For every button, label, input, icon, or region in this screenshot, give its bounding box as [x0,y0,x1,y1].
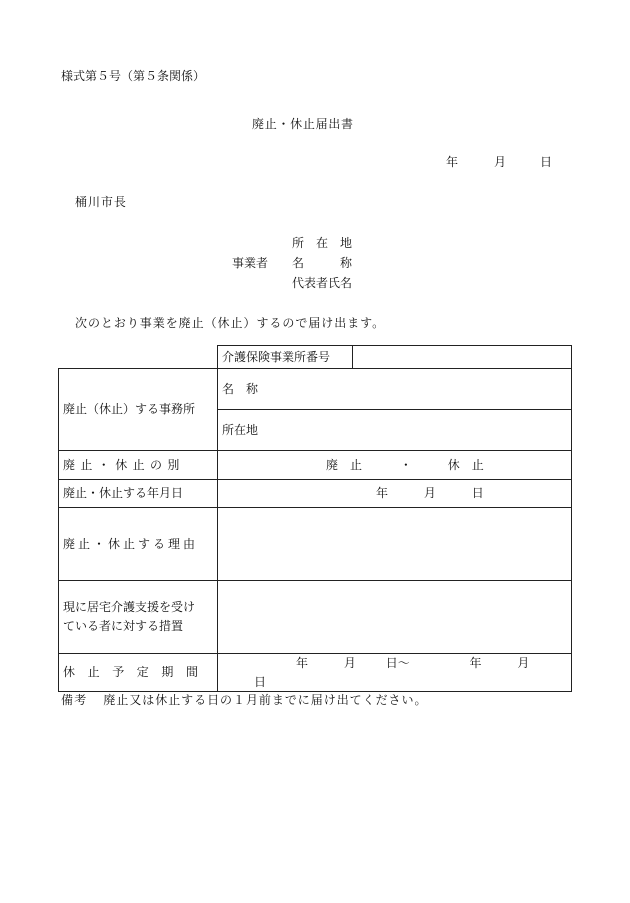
option-suspend[interactable]: 休 止 [447,457,484,472]
type-row [59,451,572,480]
office-address-cell[interactable] [218,410,572,451]
office-name-row [59,369,572,410]
reason-value[interactable] [218,508,572,581]
office-name-label: 名 称 [222,381,259,396]
period-label-cell [59,654,218,692]
addressee: 桶川市長 [75,195,127,209]
form-number: 様式第５号（第５条関係） [61,69,206,83]
measures-label-line-1: 現に居宅介護支援を受け [63,600,196,615]
period-value-cell[interactable] [218,654,572,692]
period-to-year: 年 [469,656,482,670]
representative-name-label: 代表者氏名 [292,276,353,290]
reason-label-cell [59,508,218,581]
period-label: 休止予定期間 [63,665,211,680]
option-abolish[interactable]: 廃 止 [326,457,363,472]
remark [61,694,427,706]
date-month: 月 [423,486,436,501]
date-row [59,480,572,508]
applicant-group-label: 事業者 [232,256,269,270]
date-year: 年 [376,486,389,501]
measures-label-cell [59,581,218,654]
reason-row [59,508,572,581]
period-from-month: 月 [343,656,356,670]
date-month-unit: 月 [494,155,507,169]
date-day-unit: 日 [540,155,553,169]
reason-label: 廃止・休止する理由 [63,536,199,551]
applicant-address-label: 所 在 地 [292,236,353,250]
office-name-cell[interactable] [218,369,572,410]
period-from-year: 年 [296,656,309,670]
office-address-label: 所在地 [222,422,259,437]
blank-cell [59,346,218,369]
period-to-month: 月 [517,656,530,670]
measures-row [59,581,572,654]
type-options-cell[interactable] [218,451,572,480]
document-title: 廃止・休止届出書 [252,117,354,131]
intro-text: 次のとおり事業を廃止（休止）するので届け出ます。 [75,316,386,330]
office-number-row [59,346,572,369]
office-group-label: 廃止（休止）する事務所 [59,369,218,451]
option-separator: ・ [399,457,412,472]
notification-table [58,345,572,692]
office-number-label: 介護保険事業所番号 [218,346,353,369]
date-value-cell[interactable] [218,480,572,508]
period-from-day: 日～ [385,656,410,670]
remark-text: 廃止又は休止する日の１月前までに届け出てください。 [103,693,428,707]
office-number-value[interactable] [353,346,572,369]
type-label: 廃止・休止の別 [63,457,185,472]
applicant-name-label: 名 称 [292,256,353,270]
date-label: 廃止・休止する年月日 [59,480,218,508]
measures-value[interactable] [218,581,572,654]
date-year-unit: 年 [446,155,459,169]
measures-label-line-2: ている者に対する措置 [63,619,184,633]
period-row [59,654,572,692]
remark-label: 備考 [61,693,88,707]
date-day: 日 [471,486,484,501]
type-label-cell [59,451,218,480]
period-to-day: 日 [254,674,267,689]
